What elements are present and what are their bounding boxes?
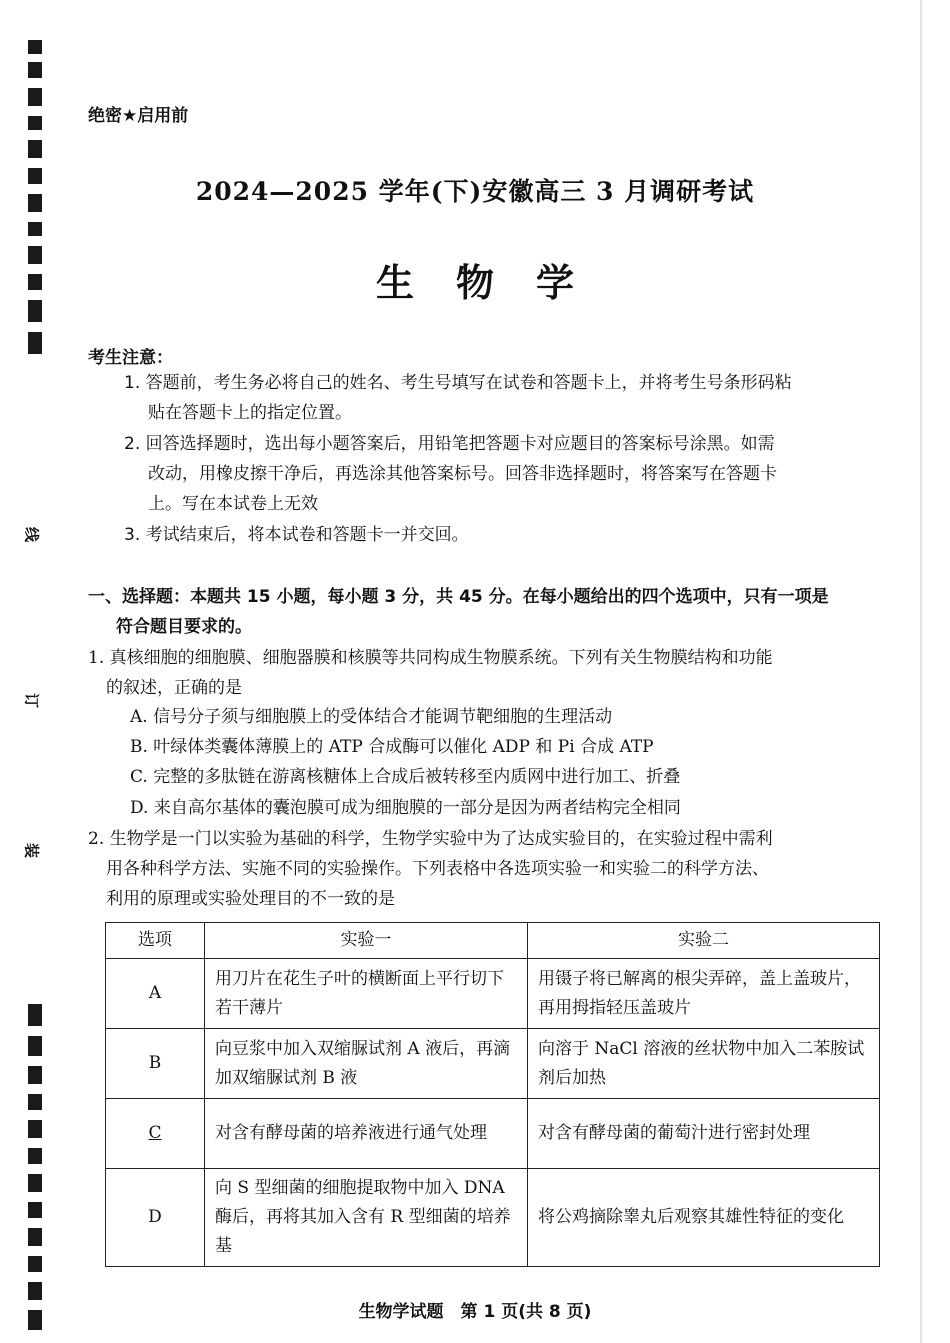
row-option: C	[106, 1099, 205, 1169]
binding-label-zhuang: 装	[22, 842, 41, 858]
strip-mark	[28, 88, 42, 106]
row-exp1: 用刀片在花生子叶的横断面上平行切下若干薄片	[205, 959, 528, 1029]
notice-line: 贴在答题卡上的指定位置。	[148, 403, 352, 423]
row-option: A	[106, 959, 205, 1029]
question-1-option-a: A. 信号分子须与细胞膜上的受体结合才能调节靶细胞的生理活动	[130, 707, 613, 727]
table-row	[106, 1099, 880, 1169]
strip-mark	[28, 1174, 42, 1192]
question-1-option-b: B. 叶绿体类囊体薄膜上的 ATP 合成酶可以催化 ADP 和 Pi 合成 ATP	[130, 737, 654, 757]
strip-mark	[28, 1094, 42, 1110]
row-option: B	[106, 1029, 205, 1099]
row-exp1: 向豆浆中加入双缩脲试剂 A 液后，再滴加双缩脲试剂 B 液	[205, 1029, 528, 1099]
strip-mark	[28, 116, 42, 130]
strip-mark	[28, 1256, 42, 1272]
question-line: 的叙述，正确的是	[106, 678, 242, 698]
table-row	[106, 959, 880, 1029]
strip-mark	[28, 140, 42, 158]
row-option: D	[106, 1169, 205, 1267]
notice-item-3	[124, 520, 880, 550]
section-line: 一、选择题：本题共 15 小题，每小题 3 分，共 45 分。在每小题给出的四个选项中，只有一项是	[88, 587, 829, 607]
strip-mark	[28, 1148, 42, 1164]
strip-mark	[28, 332, 42, 354]
table-header-row	[106, 923, 880, 959]
question-line: 用各种科学方法、实施不同的实验操作。下列表格中各选项实验一和实验二的科学方法、	[106, 859, 769, 879]
row-exp2: 用镊子将已解离的根尖弄碎，盖上盖玻片，再用拇指轻压盖玻片	[528, 959, 880, 1029]
strip-mark	[28, 62, 42, 78]
question-1-stem	[88, 643, 883, 703]
strip-mark	[28, 222, 42, 236]
notice-line: 3. 考试结束后，将本试卷和答题卡一并交回。	[124, 525, 469, 545]
exam-title: 2024—2025 学年(下)安徽高三 3 月调研考试	[195, 177, 755, 206]
header-exp1: 实验一	[205, 923, 528, 959]
row-exp1: 对含有酵母菌的培养液进行通气处理	[205, 1099, 528, 1169]
strip-mark	[28, 1202, 42, 1218]
row-exp2: 向溶于 NaCl 溶液的丝状物中加入二苯胺试剂后加热	[528, 1029, 880, 1099]
strip-mark	[28, 1066, 42, 1084]
section-heading	[88, 582, 888, 642]
notice-line: 1. 答题前，考生务必将自己的姓名、考生号填写在试卷和答题卡上，并将考生号条形码粘	[124, 373, 792, 393]
binding-label-ding: 订	[22, 692, 41, 708]
experiment-table	[105, 922, 880, 1267]
notice-line: 改动，用橡皮擦干净后，再选涂其他答案标号。回答非选择题时，将答案写在答题卡	[148, 464, 777, 484]
row-exp1: 向 S 型细菌的细胞提取物中加入 DNA 酶后，再将其加入含有 R 型细菌的培养基	[205, 1169, 528, 1267]
section-line: 符合题目要求的。	[116, 617, 252, 637]
row-exp2: 将公鸡摘除睾丸后观察其雄性特征的变化	[528, 1169, 880, 1267]
notice-line: 2. 回答选择题时，选出每小题答案后，用铅笔把答题卡对应题目的答案标号涂黑。如需	[124, 434, 775, 454]
notice-item-1	[124, 368, 880, 428]
strip-mark	[28, 40, 42, 54]
strip-mark	[28, 1036, 42, 1056]
strip-mark	[28, 1120, 42, 1138]
question-line: 2. 生物学是一门以实验为基础的科学，生物学实验中为了达成实验目的，在实验过程中需利	[88, 829, 773, 849]
notice-item-2	[124, 429, 880, 519]
header-exp2: 实验二	[528, 923, 880, 959]
row-exp2: 对含有酵母菌的葡萄汁进行密封处理	[528, 1099, 880, 1169]
page-footer: 生物学试题 第 1 页(共 8 页)	[358, 1302, 592, 1322]
question-1-option-d: D. 来自高尔基体的囊泡膜可成为细胞膜的一部分是因为两者结构完全相同	[130, 798, 681, 818]
question-line: 1. 真核细胞的细胞膜、细胞器膜和核膜等共同构成生物膜系统。下列有关生物膜结构和功能	[88, 648, 773, 668]
notice-line: 上。写在本试卷上无效	[148, 494, 318, 514]
notice-heading: 考生注意：	[88, 348, 173, 368]
question-1-option-c: C. 完整的多肽链在游离核糖体上合成后被转移至内质网中进行加工、折叠	[130, 767, 681, 787]
strip-mark	[28, 1228, 42, 1246]
subject-title: 生物学	[375, 261, 616, 305]
question-line: 利用的原理或实验处理目的不一致的是	[106, 889, 395, 909]
confidential-mark: 绝密★启用前	[88, 106, 189, 126]
binding-label-xian: 线	[22, 526, 41, 542]
question-2-stem	[88, 824, 883, 914]
header-option: 选项	[106, 923, 205, 959]
table-row	[106, 1169, 880, 1267]
strip-mark	[28, 1004, 42, 1026]
table-row	[106, 1029, 880, 1099]
